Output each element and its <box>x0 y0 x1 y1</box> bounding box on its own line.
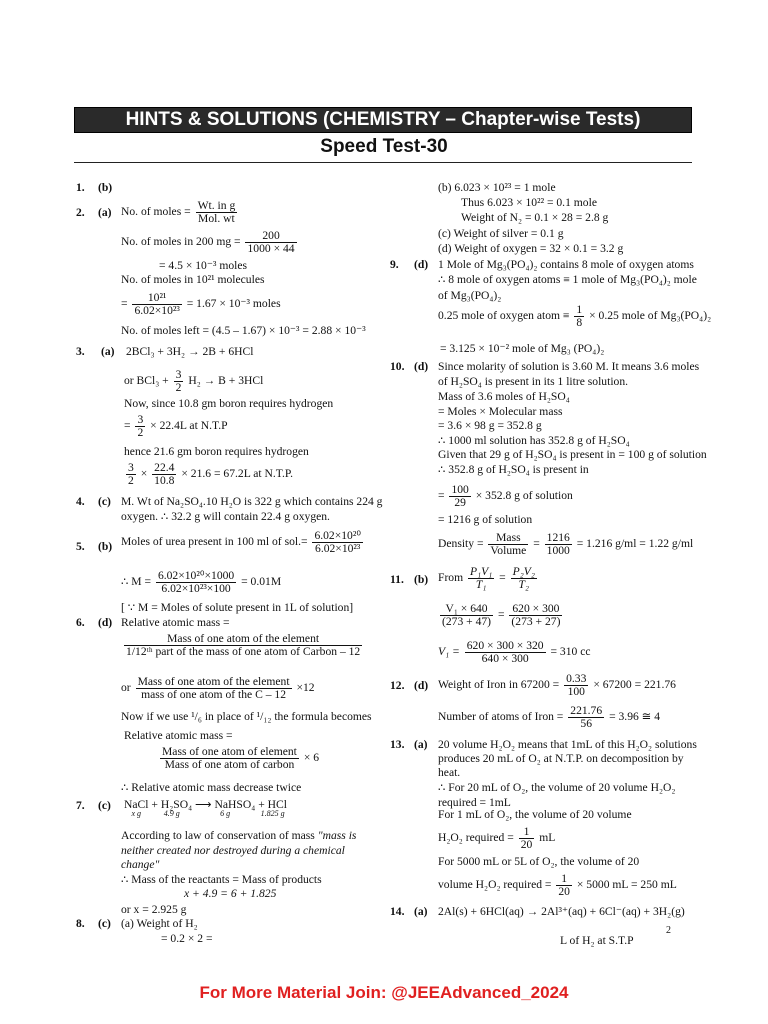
q3-line1: 2BCl₃ + 3H₂ → 2B + 6HCl <box>126 345 254 358</box>
q1-answer: (b) <box>98 181 113 194</box>
q8-part-d: (d) Weight of oxygen = 32 × 0.1 = 3.2 g <box>438 242 624 255</box>
q6-line6: $\frac{\text{Mass of one atom of element}}{\text{Mass of one atom of carbon}}$ × 6 <box>162 745 320 771</box>
q2-number: 2. <box>76 206 85 219</box>
q11-answer: (b) <box>414 573 429 586</box>
q3-answer: (a) <box>101 345 115 358</box>
q12-number: 12. <box>390 679 405 692</box>
q6-line3: or $\frac{\text{Mass of one atom of the element}}{\text{mass of one atom of the C – 12}}$ ×12 <box>121 675 315 701</box>
q13-line4: ∴ For 20 mL of O₂, the volume of 20 volume H₂O₂ <box>438 781 676 794</box>
q6-line1: Relative atomic mass = <box>121 616 230 629</box>
q5-answer: (b) <box>98 540 113 553</box>
q3-line2: or BCl₃ + $\frac{3}{2}$ H₂ → B + 3HCl <box>124 368 264 394</box>
header-divider <box>74 162 692 163</box>
q9-line5: = 3.125 × 10⁻² mole of Mg₃ (PO₄)₂ <box>440 342 605 355</box>
q2-line4: No. of moles in 10²¹ molecules <box>121 273 265 286</box>
q10-line7: Given that 29 g of H₂SO₄ is present in = 100 g of solution <box>438 448 707 461</box>
q5-line3: [ ∵ M = Moles of solute present in 1L of solution] <box>121 601 354 614</box>
q9-line4: 0.25 mole of oxygen atom ≡ $\frac{1}{8}$ × 0.25 mole of Mg₃(PO₄)₂ <box>438 303 712 329</box>
q5-line1: Moles of urea present in 100 ml of sol.= $\frac{\text{6.02×10²⁰}}{\text{6.02×10²³}}$ <box>121 529 361 555</box>
q7-answer: (c) <box>98 799 111 812</box>
q10-line9: = $\frac{100}{29}$ × 352.8 g of solution <box>438 483 573 509</box>
q8-part-b2: Thus 6.023 × 10²² = 0.1 mole <box>461 196 597 209</box>
q14-answer: (a) <box>414 905 428 918</box>
q4-number: 4. <box>76 495 85 508</box>
q12-answer: (d) <box>414 679 429 692</box>
q13-line2: produces 20 mL of O₂ at N.T.P. on decomposition by <box>438 752 684 765</box>
q2-line2: No. of moles in 200 mg = $\frac{200}{1000 \times 44}$ <box>121 229 295 255</box>
q10-line1: Since molarity of solution is 3.60 M. It means 3.6 moles <box>438 360 700 373</box>
header-banner <box>74 107 692 133</box>
q10-line2: of H₂SO₄ is present in its 1 litre solution. <box>438 375 629 388</box>
q8-answer: (c) <box>98 917 111 930</box>
q2-line1: No. of moles = $\frac{\text{Wt. in g}}{\text{Mol. wt}}$ <box>121 199 236 225</box>
q3-line4: = $\frac{3}{2}$ × 22.4L at N.T.P <box>124 413 228 439</box>
q7-line6: x + 4.9 = 6 + 1.825 <box>184 887 277 900</box>
q2-answer: (a) <box>98 206 112 219</box>
q5-line2: ∴ M = $\frac{\text{6.02×10²⁰×1000}}{\text{6.02×10²³×100}}$ = 0.01M <box>121 569 282 595</box>
q10-number: 10. <box>390 360 405 373</box>
q13-line6: For 1 mL of O₂, the volume of 20 volume <box>438 808 632 821</box>
q9-line3: of Mg₃(PO₄)₂ <box>438 289 502 302</box>
q8-part-b: (b) 6.023 × 10²³ = 1 mole <box>438 181 556 194</box>
q10-line8: ∴ 352.8 g of H₂SO₄ is present in <box>438 463 589 476</box>
q4-line1: M. Wt of Na₂SO₄.10 H₂O is 322 g which contains 224 g <box>121 495 383 508</box>
q7-line7: or x = 2.925 g <box>121 903 187 916</box>
q10-line10: = 1216 g of solution <box>438 513 533 526</box>
q14-number: 14. <box>390 905 405 918</box>
q10-answer: (d) <box>414 360 429 373</box>
q10-line4: = Moles × Molecular mass <box>438 405 563 418</box>
q13-answer: (a) <box>414 738 428 751</box>
q7-number: 7. <box>76 799 85 812</box>
q6-number: 6. <box>76 616 85 629</box>
q8-number: 8. <box>76 917 85 930</box>
page-title: HINTS & SOLUTIONS (CHEMISTRY – Chapter-wise Tests) <box>125 109 641 130</box>
q10-line3: Mass of 3.6 moles of H₂SO₄ <box>438 390 570 403</box>
q3-number: 3. <box>76 345 85 358</box>
q12-line1: Weight of Iron in 67200 = $\frac{0.33}{100}$ × 67200 = 221.76 <box>438 672 676 698</box>
q5-number: 5. <box>76 540 85 553</box>
q1-number: 1. <box>76 181 85 194</box>
q7-line5: ∴ Mass of the reactants = Mass of products <box>121 873 322 886</box>
q8-line2: = 0.2 × 2 = <box>161 932 213 945</box>
q13-line9: volume H₂O₂ required = $\frac{1}{20}$ × 5000 mL = 250 mL <box>438 872 677 898</box>
q10-line6: ∴ 1000 ml solution has 352.8 g of H₂SO₄ <box>438 434 630 447</box>
q7-line2: According to law of conservation of mass "mass is <box>121 829 357 842</box>
q13-line3: heat. <box>438 766 461 779</box>
q11-line1: From $\frac{\text{P₁V₁}}{\text{T₁}}$ = $\frac{\text{P₂V₂}}{\text{T₂}}$ <box>438 565 535 591</box>
q9-line2: ∴ 8 mole of oxygen atoms ≡ 1 mole of Mg₃(PO₄)₂ mole <box>438 273 697 286</box>
q13-line8: For 5000 mL or 5L of O₂, the volume of 20 <box>438 855 640 868</box>
q13-line5: required = 1mL <box>438 796 511 809</box>
q6-line4: Now if we use ¹/₆ in place of ¹/₁₂ the formula becomes <box>121 710 372 723</box>
q9-answer: (d) <box>414 258 429 271</box>
q2-line6: No. of moles left = (4.5 – 1.67) × 10⁻³ = 2.88 × 10⁻³ <box>121 324 366 337</box>
q14-line2: L of H₂ at S.T.P <box>560 934 634 947</box>
q2-line5: = $\frac{\text{10²¹}}{\text{6.02×10²³}}$ = 1.67 × 10⁻³ moles <box>121 291 281 317</box>
q7-line1: NaCl x g + H₂SO₄ 4.9 g ⟶ NaHSO₄ 6 g + HCl 1.825 g <box>124 798 287 818</box>
q8-line1: (a) Weight of H₂ <box>121 917 198 930</box>
q3-line3: Now, since 10.8 gm boron requires hydrogen <box>124 397 334 410</box>
q9-number: 9. <box>390 258 399 271</box>
q6-answer: (d) <box>98 616 113 629</box>
q7-line4: change" <box>121 858 160 871</box>
q10-line11: Density = $\frac{\text{Mass}}{\text{Volume}}$ = $\frac{1216}{1000}$ = 1.216 g/ml = 1.22 g/ml <box>438 531 694 557</box>
q12-line2: Number of atoms of Iron = $\frac{221.76}{56}$ = 3.96 ≅ 4 <box>438 704 661 730</box>
q4-line2: oxygen. ∴ 32.2 g will contain 22.4 g oxygen. <box>121 510 330 523</box>
q8-part-c: (c) Weight of silver = 0.1 g <box>438 227 564 240</box>
q6-line5: Relative atomic mass = <box>124 729 233 742</box>
q8-part-b3: Weight of N₂ = 0.1 × 28 = 2.8 g <box>461 211 609 224</box>
q3-line6: $\frac{3}{2}$ × $\frac{22.4}{10.8}$ × 21.6 = 67.2L at N.T.P. <box>128 461 293 487</box>
q11-number: 11. <box>390 573 404 586</box>
q11-line2: $\frac{\text{V₁ × 640}}{(273 + 47)}$ = $\frac{620 \times 300}{(273 + 27)}$ <box>442 602 561 628</box>
q2-line3: = 4.5 × 10⁻³ moles <box>159 259 248 272</box>
q9-line1: 1 Mole of Mg₃(PO₄)₂ contains 8 mole of oxygen atoms <box>438 258 694 271</box>
q3-line5: hence 21.6 gm boron requires hydrogen <box>124 445 309 458</box>
q7-line3: neither created nor destroyed during a chemical <box>121 844 345 857</box>
q14-line1: 2Al(s) + 6HCl(aq) → 2Al³⁺(aq) + 6Cl⁻(aq) + 3H₂(g) <box>438 905 685 918</box>
q13-line1: 20 volume H₂O₂ means that 1mL of this H₂O₂ solutions <box>438 738 697 751</box>
test-subtitle: Speed Test-30 <box>320 136 448 157</box>
q13-line7: H₂O₂ required = $\frac{1}{20}$ mL <box>438 825 556 851</box>
q13-number: 13. <box>390 738 405 751</box>
q4-answer: (c) <box>98 495 111 508</box>
q11-line3: V₁ = $\frac{620 \times 300 \times 320}{640 \times 300}$ = 310 cc <box>438 639 591 665</box>
q6-line7: ∴ Relative atomic mass decrease twice <box>121 781 302 794</box>
q10-line5: = 3.6 × 98 g = 352.8 g <box>438 419 542 432</box>
promo-footer: For More Material Join: @JEEAdvanced_2024 <box>199 983 569 1002</box>
q6-line2: $\frac{\text{Mass of one atom of the element}}{\text{1/12ᵗʰ part of the mass of one atom of Carbon – 12}}$ <box>126 632 361 658</box>
q14-superscript: 2 <box>666 925 671 936</box>
